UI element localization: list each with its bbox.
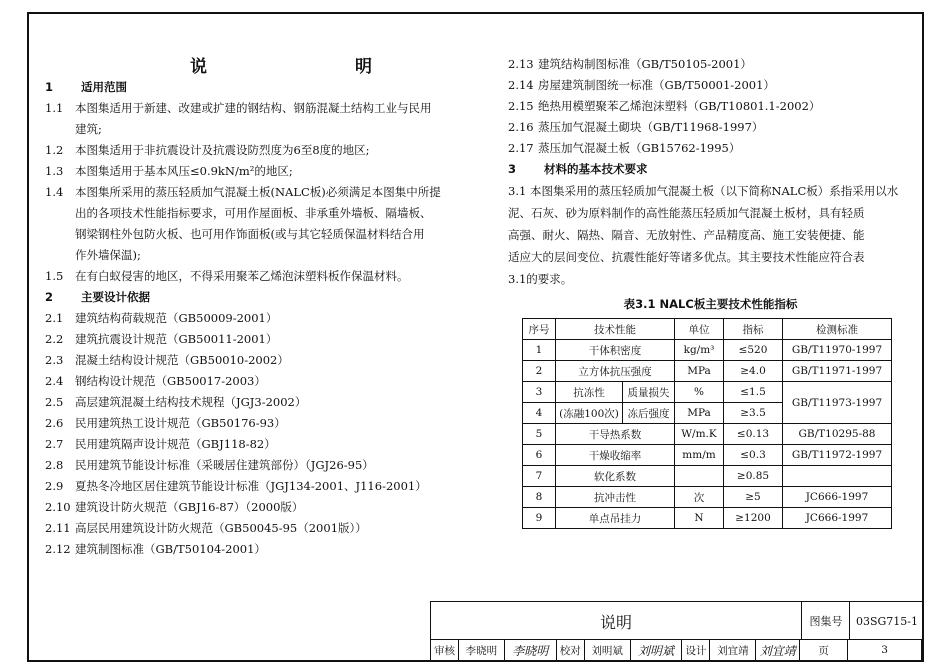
th-no: 序号 [523, 319, 556, 340]
cell-unit: 次 [675, 487, 724, 508]
item-number: 1 [45, 80, 54, 94]
item-number: 2.13 [508, 57, 534, 71]
item-text: 本图集所采用的蒸压轻质加气混凝土板(NALC板)必须满足本图集中所提 [75, 185, 441, 199]
cell-unit: % [675, 382, 724, 403]
paragraph-line: 泥、石灰、砂为原料制作的高性能蒸压轻质加气混凝土板材，具有轻质 [508, 206, 865, 220]
cell-no: 3 [523, 382, 556, 403]
cell-std: GB/T11972-1997 [783, 445, 892, 466]
cell-value: ≥5 [724, 487, 783, 508]
text-line [45, 413, 460, 434]
text-line [45, 203, 460, 224]
cell-std: GB/T11971-1997 [783, 361, 892, 382]
cell-unit: mm/m [675, 445, 724, 466]
item-number: 2.14 [508, 78, 534, 92]
text-line [45, 497, 460, 518]
cell-std [783, 466, 892, 487]
spec-table [522, 318, 892, 529]
section-heading [45, 77, 460, 98]
right-lines [508, 54, 913, 180]
item-number: 2 [45, 290, 54, 304]
text-line [45, 539, 460, 560]
item-text: 主要设计依据 [81, 290, 150, 304]
table-row [523, 508, 892, 529]
cell-value: ≤0.13 [724, 424, 783, 445]
cell-unit: W/m.K [675, 424, 724, 445]
item-number: 2.10 [45, 500, 71, 514]
cell-unit: N [675, 508, 724, 529]
audit-name: 李晓明 [459, 640, 505, 660]
cell-sub: 冻后强度 [623, 403, 675, 424]
check-label: 校对 [557, 640, 585, 660]
item-text: 民用建筑隔声设计规范（GBJ118-82） [75, 437, 276, 451]
item-number: 2.9 [45, 479, 64, 493]
cell-name: 软化系数 [556, 466, 675, 487]
item-number: 1.1 [45, 101, 64, 115]
item-text: 本图集适用于新建、改建或扩建的钢结构、钢筋混凝土结构工业与民用 [75, 101, 432, 115]
table-row [523, 340, 892, 361]
cell-no: 1 [523, 340, 556, 361]
page-label: 页 [800, 640, 848, 660]
text-line [45, 161, 460, 182]
paragraph-line: 3.1 本图集采用的蒸压轻质加气混凝土板（以下简称NALC板）系指采用以水 [508, 184, 899, 198]
cell-no: 5 [523, 424, 556, 445]
text-line [45, 245, 460, 266]
cell-value: ≤0.3 [724, 445, 783, 466]
item-number: 2.16 [508, 120, 534, 134]
item-number: 3 [508, 162, 517, 176]
cell-std: JC666-1997 [783, 508, 892, 529]
item-text: 建筑设计防火规范（GBJ16-87）（2000版） [75, 500, 304, 514]
cell-unit: MPa [675, 403, 724, 424]
text-line [508, 117, 913, 138]
th-std: 检测标准 [783, 319, 892, 340]
table-header-row [523, 319, 892, 340]
item-number: 1.4 [45, 185, 64, 199]
cell-group: 抗冻性 [556, 382, 623, 403]
text-line [45, 182, 460, 203]
item-text: 民用建筑节能设计标准（采暖居住建筑部份）（JGJ26-95） [75, 458, 374, 472]
left-lines [45, 77, 460, 560]
cell-no: 9 [523, 508, 556, 529]
text-line [45, 119, 460, 140]
item-text: 出的各项技术性能指标要求，可用作屋面板、非承重外墙板、隔墙板、 [75, 206, 432, 220]
item-number: 2.8 [45, 458, 64, 472]
item-number: 2.6 [45, 416, 64, 430]
cell-no: 4 [523, 403, 556, 424]
check-name: 刘明斌 [585, 640, 631, 660]
item-text: 建筑抗震设计规范（GB50011-2001） [75, 332, 278, 346]
section-heading [508, 159, 913, 180]
cell-name: 干导热系数 [556, 424, 675, 445]
text-line [45, 224, 460, 245]
cell-unit: kg/m³ [675, 340, 724, 361]
item-number: 2.1 [45, 311, 64, 325]
item-number: 2.3 [45, 353, 64, 367]
cell-name: 单点吊挂力 [556, 508, 675, 529]
cell-value: ≥0.85 [724, 466, 783, 487]
paragraph-line: 3.1的要求。 [508, 272, 573, 286]
atlas-label: 图集号 [801, 602, 850, 640]
item-text: 建筑结构制图标准（GB/T50105-2001） [538, 57, 752, 71]
text-line [45, 476, 460, 497]
table-row [523, 466, 892, 487]
text-line [45, 434, 460, 455]
text-line [45, 266, 460, 287]
atlas-number: 03SG715-1 [849, 602, 924, 640]
cell-unit: MPa [675, 361, 724, 382]
item-text: 高层建筑混凝土结构技术规程（JGJ3-2002） [75, 395, 307, 409]
item-text: 钢结构设计规范（GB50017-2003） [75, 374, 266, 388]
cell-value: ≥1200 [724, 508, 783, 529]
right-column [508, 54, 913, 529]
item-text: 建筑结构荷载规范（GB50009-2001） [75, 311, 278, 325]
cell-value: ≥4.0 [724, 361, 783, 382]
item-number: 2.11 [45, 521, 71, 535]
item-text: 本图集适用于基本风压≤0.9kN/m²的地区; [75, 164, 293, 178]
paragraph-line: 高强、耐火、隔热、隔音、无放射性、产品精度高、施工安装便捷、能 [508, 228, 865, 242]
table-row [523, 382, 892, 403]
item-number: 2.15 [508, 99, 534, 113]
item-text: 钢梁钢柱外包防火板、也可用作饰面板(或与其它轻质保温材料结合用 [75, 227, 425, 241]
item-number: 2.12 [45, 542, 71, 556]
design-label: 设计 [682, 640, 710, 660]
cell-name: 干燥收缩率 [556, 445, 675, 466]
text-line [508, 96, 913, 117]
cell-group: (冻融100次) [556, 403, 623, 424]
text-line [45, 329, 460, 350]
item-number: 1.3 [45, 164, 64, 178]
item-text: 本图集适用于非抗震设计及抗震设防烈度为6至8度的地区; [75, 143, 370, 157]
item-text: 房屋建筑制图统一标准（GB/T50001-2001） [538, 78, 775, 92]
text-line [45, 518, 460, 539]
item-text: 夏热冬冷地区居住建筑节能设计标准（JGJ134-2001、J116-2001） [75, 479, 427, 493]
title-block-top [430, 601, 922, 639]
text-line [45, 371, 460, 392]
cell-no: 7 [523, 466, 556, 487]
cell-no: 6 [523, 445, 556, 466]
audit-label: 审核 [431, 640, 459, 660]
cell-std: JC666-1997 [783, 487, 892, 508]
paragraph-line: 适应大的层间变位、抗震性能好等诸多优点。其主要技术性能应符合表 [508, 250, 865, 264]
item-number: 2.2 [45, 332, 64, 346]
item-text: 适用范围 [81, 80, 127, 94]
cell-no: 2 [523, 361, 556, 382]
item-number: 2.4 [45, 374, 64, 388]
text-line [45, 455, 460, 476]
cell-value: ≥3.5 [724, 403, 783, 424]
cell-std: GB/T11973-1997 [783, 382, 892, 424]
item-text: 建筑; [75, 122, 102, 136]
item-text: 蒸压加气混凝土板（GB15762-1995） [538, 141, 741, 155]
item-text: 绝热用模塑聚苯乙烯泡沫塑料（GB/T10801.1-2002） [538, 99, 821, 113]
title-block-title: 说明 [599, 612, 632, 632]
item-text: 在有白蚁侵害的地区，不得采用聚苯乙烯泡沫塑料板作保温材料。 [75, 269, 409, 283]
design-signature: 刘宜靖 [756, 640, 800, 660]
text-line [508, 75, 913, 96]
item-number: 1.2 [45, 143, 64, 157]
cell-unit [675, 466, 724, 487]
th-value: 指标 [724, 319, 783, 340]
table-row [523, 361, 892, 382]
page-title: 说 明 [190, 57, 410, 77]
table-row [523, 487, 892, 508]
text-line [508, 138, 913, 159]
item-text: 高层民用建筑设计防火规范（GB50045-95（2001版）） [75, 521, 367, 535]
cell-name: 抗冲击性 [556, 487, 675, 508]
text-line [45, 308, 460, 329]
audit-signature: 李晓明 [505, 640, 557, 660]
item-text: 作外墙保温); [75, 248, 141, 262]
cell-name: 立方体抗压强度 [556, 361, 675, 382]
th-name: 技术性能 [556, 319, 675, 340]
text-line [45, 140, 460, 161]
item-number: 2.17 [508, 141, 534, 155]
item-number: 2.7 [45, 437, 64, 451]
table-row [523, 424, 892, 445]
cell-no: 8 [523, 487, 556, 508]
cell-value: ≤1.5 [724, 382, 783, 403]
item-text: 蒸压加气混凝土砌块（GB/T11968-1997） [538, 120, 764, 134]
cell-value: ≤520 [724, 340, 783, 361]
text-line [45, 392, 460, 413]
page-number: 3 [848, 640, 922, 660]
text-line [45, 350, 460, 371]
table-title: 表3.1 NALC板主要技术性能指标 [623, 297, 798, 311]
check-signature: 刘明斌 [631, 640, 683, 660]
title-block-signatures [430, 639, 922, 660]
cell-std: GB/T11970-1997 [783, 340, 892, 361]
table-row [523, 445, 892, 466]
text-line [45, 98, 460, 119]
item-text: 材料的基本技术要求 [544, 162, 648, 176]
left-column [45, 77, 460, 560]
item-text: 建筑制图标准（GB/T50104-2001） [75, 542, 266, 556]
material-paragraph [508, 180, 913, 290]
text-line [508, 54, 913, 75]
design-name: 刘宜靖 [710, 640, 756, 660]
title-block [430, 601, 922, 660]
item-text: 民用建筑热工设计规范（GB50176-93） [75, 416, 286, 430]
cell-sub: 质量损失 [623, 382, 675, 403]
cell-name: 干体积密度 [556, 340, 675, 361]
cell-std: GB/T10295-88 [783, 424, 892, 445]
item-number: 1.5 [45, 269, 64, 283]
item-text: 混凝土结构设计规范（GB50010-2002） [75, 353, 289, 367]
item-number: 2.5 [45, 395, 64, 409]
th-unit: 单位 [675, 319, 724, 340]
section-heading [45, 287, 460, 308]
